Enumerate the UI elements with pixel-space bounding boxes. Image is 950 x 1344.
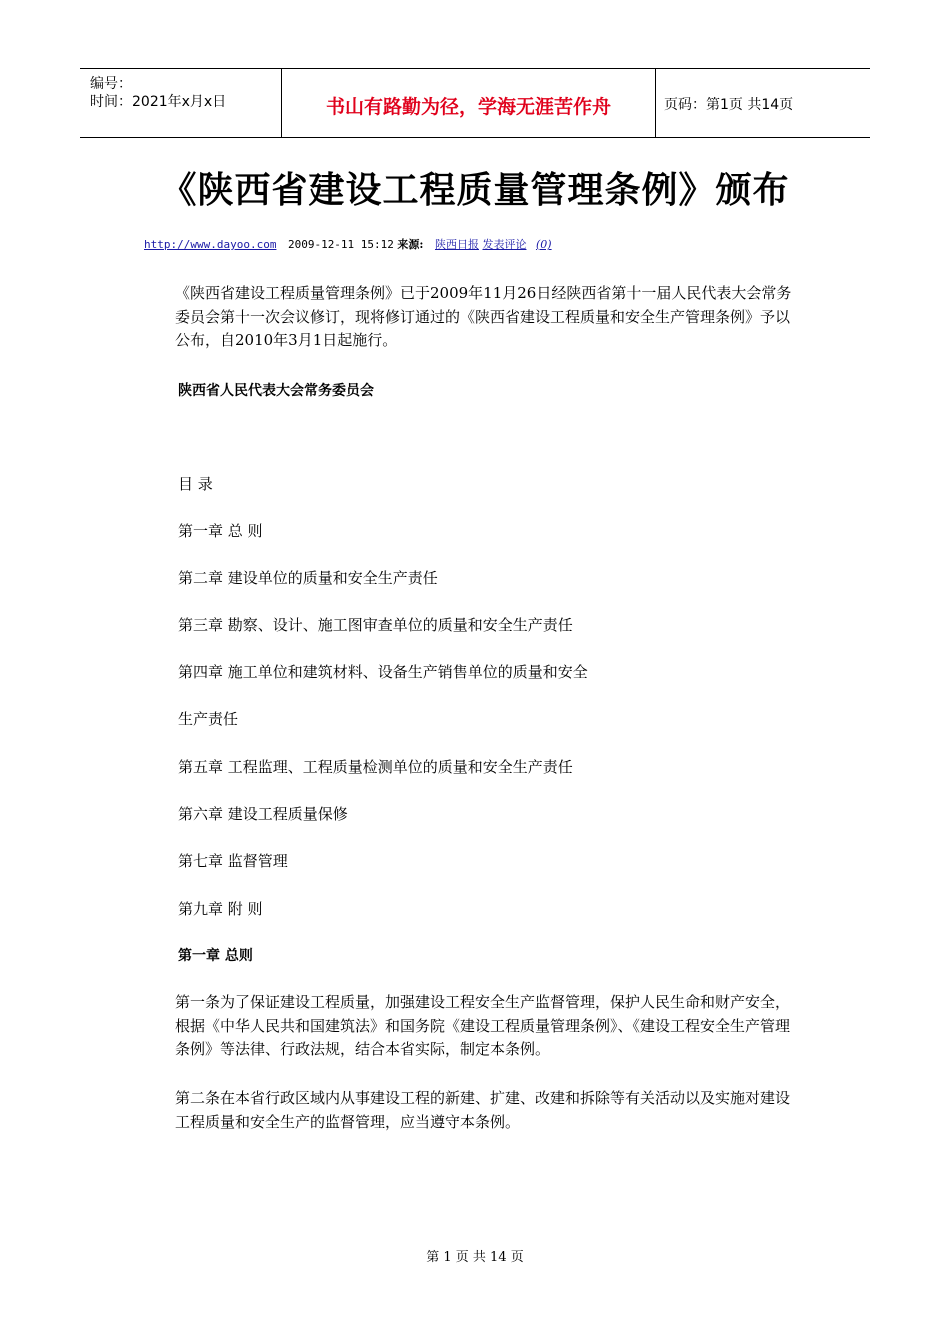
toc-item: 第四章 施工单位和建筑材料、设备生产销售单位的质量和安全: [178, 663, 588, 681]
article-2-text: 第二条在本省行政区域内从事建设工程的新建、扩建、改建和拆除等有关活动以及实施对建设工程质量和安全生产的监督管理，应当遵守本条例。: [175, 1089, 791, 1131]
header-page-cell: [656, 69, 870, 137]
intro-text: 《陕西省建设工程质量管理条例》已于2009年11月26日经陕西省第十一届人民代表大会常务委员会第十一次会议修订，现将修订通过的《陕西省建设工程质量和安全生产管理条例》予以公布，自2010年3月1日起施行。: [175, 284, 792, 349]
document-header: [80, 68, 870, 138]
article-1-text: 第一条为了保证建设工程质量，加强建设工程安全生产监督管理，保护人民生命和财产安全，根据《中华人民共和国建筑法》和国务院《建设工程质量管理条例》、《建设工程安全生产管理条例》等法律、行政法规，结合本省实际，制定本条例。: [175, 993, 791, 1058]
signature: 陕西省人民代表大会常务委员会: [178, 383, 374, 399]
time-label: 时间：2021年x月x日: [90, 94, 227, 110]
toc-item: 第七章 监督管理: [178, 852, 288, 870]
toc-item: 第九章 附 则: [178, 900, 263, 918]
article-2: [143, 1087, 803, 1134]
toc-item: 第三章 勘察、设计、施工图审查单位的质量和安全生产责任: [178, 616, 573, 634]
toc-heading: 目 录: [178, 475, 213, 493]
toc-item: 第一章 总 则: [178, 522, 263, 540]
publisher-link[interactable]: 陕西日报: [434, 238, 479, 251]
motto: 书山有路勤为径，学海无涯苦作舟: [325, 95, 611, 118]
publish-datetime: 2009-12-11 15:12: [287, 238, 394, 251]
source-line: [144, 236, 552, 252]
intro-paragraph: [143, 282, 803, 353]
document-title: 《陕西省建设工程质量管理条例》颁布: [160, 170, 790, 211]
source-label: 来源:: [397, 238, 424, 251]
comment-count-link[interactable]: (0): [535, 238, 552, 251]
header-motto-cell: [281, 69, 656, 137]
page-code: 页码：第1页 共14页: [664, 97, 794, 113]
page-footer: 第 1 页 共 14 页: [426, 1250, 524, 1265]
number-label: 编号：: [90, 76, 132, 92]
toc-item: 第六章 建设工程质量保修: [178, 805, 348, 823]
toc-item: 第二章 建设单位的质量和安全生产责任: [178, 569, 438, 587]
comment-link[interactable]: 发表评论: [482, 238, 527, 251]
toc-item: 第五章 工程监理、工程质量检测单位的质量和安全生产责任: [178, 758, 573, 776]
source-url-link[interactable]: http://www.dayoo.com: [144, 238, 277, 251]
header-meta: [80, 69, 280, 137]
chapter-heading: 第一章 总则: [178, 948, 253, 964]
article-1: [143, 991, 803, 1062]
toc-item: 生产责任: [178, 710, 239, 728]
